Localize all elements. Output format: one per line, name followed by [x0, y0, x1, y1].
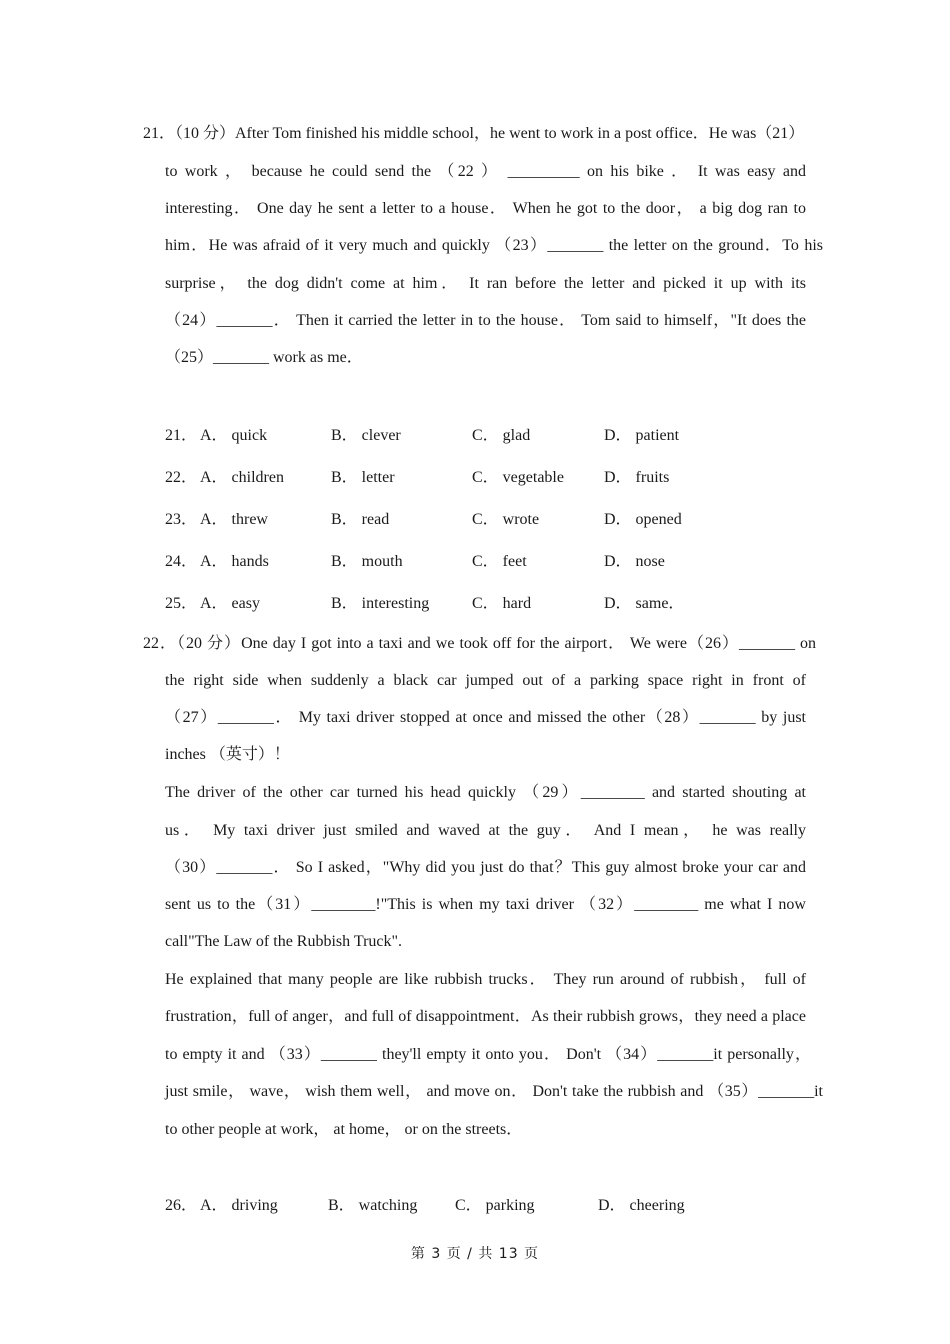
option-a[interactable]: A． children — [200, 469, 284, 486]
passage-line: frustration，full of anger，and full of disappointment．As their rubbish grows，they need a place — [165, 1008, 806, 1025]
passage-line: just smile， wave， wish them well， and move on． Don't take the rubbish and （35）_______it — [165, 1083, 823, 1100]
option-d[interactable]: D． opened — [604, 511, 682, 528]
passage-line: inches （英寸）！ — [165, 746, 290, 763]
option-c[interactable]: C． parking — [455, 1197, 535, 1214]
option-c[interactable]: C． feet — [472, 553, 527, 570]
option-b[interactable]: B． mouth — [331, 553, 403, 570]
passage-line: call"The Law of the Rubbish Truck". — [165, 933, 403, 950]
option-a[interactable]: A． quick — [200, 427, 268, 444]
option-c[interactable]: C． vegetable — [472, 469, 564, 486]
option-c[interactable]: C． wrote — [472, 511, 540, 528]
option-a[interactable]: A． threw — [200, 511, 268, 528]
passage-line: （30）_______． So I asked，"Why did you just do that？This guy almost broke your car and — [165, 859, 806, 876]
page-footer: 第 3 页 / 共 13 页 — [410, 1246, 540, 1262]
option-number: 21． — [165, 427, 198, 444]
option-number: 25． — [165, 595, 198, 612]
option-a[interactable]: A． driving — [200, 1197, 278, 1214]
option-d[interactable]: D． cheering — [598, 1197, 685, 1214]
passage-line: sent us to the（31）________!"This is when my taxi driver （32）________ me what I now — [165, 896, 806, 913]
option-number: 24． — [165, 553, 198, 570]
option-d[interactable]: D． nose — [604, 553, 665, 570]
passage-line: interesting． One day he sent a letter to a house． When he got to the door， a big dog ran to — [165, 200, 806, 217]
option-number: 22． — [165, 469, 198, 486]
option-b[interactable]: B． interesting — [331, 595, 430, 612]
passage-line: （27）_______． My taxi driver stopped at once and missed the other（28）_______ by just — [165, 709, 806, 726]
option-a[interactable]: A． hands — [200, 553, 269, 570]
passage-line: （24）_______． Then it carried the letter in to the house． Tom said to himself，"It does the — [165, 312, 806, 329]
passage-line: 22．（20 分）One day I got into a taxi and we took off for the airport． We were（26）_______ on — [143, 635, 816, 652]
passage-line: He explained that many people are like rubbish trucks． They run around of rubbish， full of — [165, 971, 806, 988]
passage-line: The driver of the other car turned his head quickly （29）________ and started shouting at — [165, 784, 806, 801]
option-d[interactable]: D． patient — [604, 427, 680, 444]
passage-line: the right side when suddenly a black car jumped out of a parking space right in front of — [165, 672, 806, 689]
option-b[interactable]: B． read — [331, 511, 390, 528]
option-d[interactable]: D． fruits — [604, 469, 670, 486]
option-b[interactable]: B． clever — [331, 427, 401, 444]
passage-line: surprise， the dog didn't come at him． It ran before the letter and picked it up with its — [165, 275, 806, 292]
option-number: 26． — [165, 1197, 198, 1214]
option-a[interactable]: A． easy — [200, 595, 260, 612]
option-number: 23． — [165, 511, 198, 528]
passage-line: us． My taxi driver just smiled and waved at the guy． And I mean， he was really — [165, 822, 806, 839]
passage-line: him．He was afraid of it very much and quickly （23）_______ the letter on the ground．To his — [165, 237, 823, 254]
passage-line: to empty it and （33）_______ they'll empty it onto you． Don't （34）_______it personally， — [165, 1046, 811, 1063]
option-b[interactable]: B． letter — [331, 469, 395, 486]
passage-line: 21．（10 分）After Tom finished his middle school，he went to work in a post office．He was（21） — [143, 125, 805, 142]
option-c[interactable]: C． glad — [472, 427, 531, 444]
passage-line: to other people at work， at home， or on the streets． — [165, 1121, 523, 1138]
option-b[interactable]: B． watching — [328, 1197, 418, 1214]
option-c[interactable]: C． hard — [472, 595, 532, 612]
option-d[interactable]: D． same． — [604, 595, 685, 612]
passage-line: （25）_______ work as me． — [165, 349, 363, 366]
passage-line: to work ， because he could send the （22 ） _________ on his bike ． It was easy and — [165, 163, 806, 180]
